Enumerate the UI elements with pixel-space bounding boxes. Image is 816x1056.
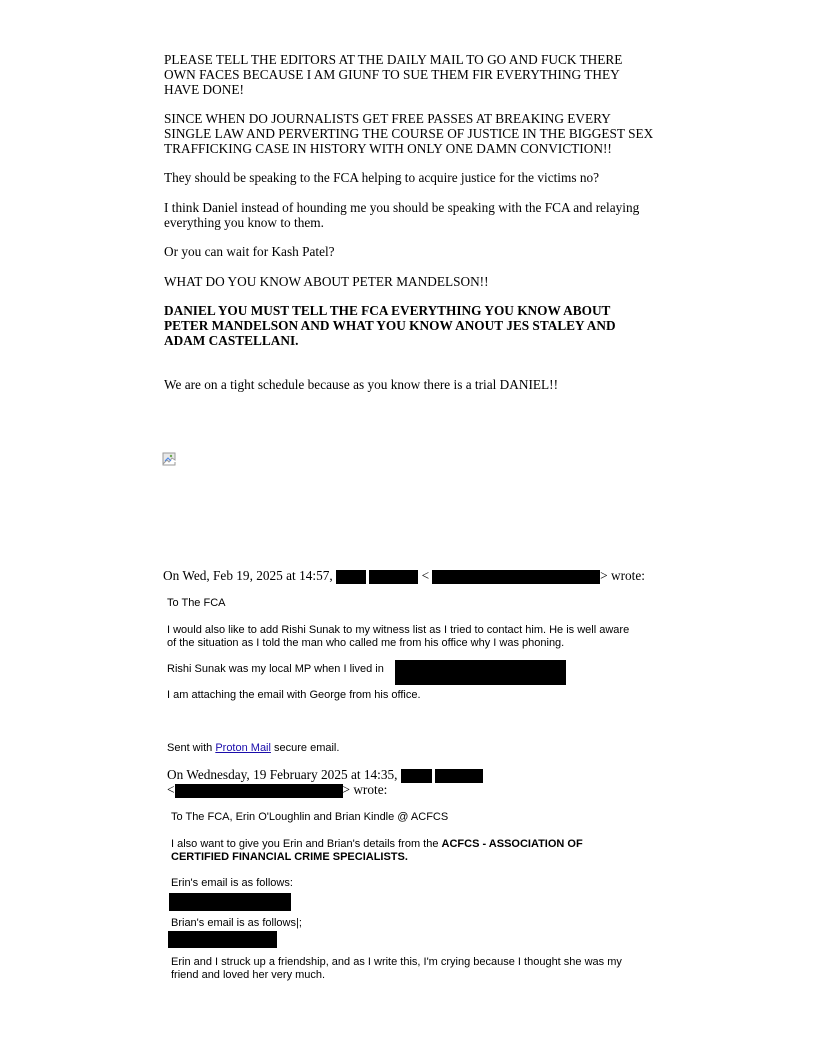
redacted-first-name: [336, 570, 366, 584]
quote2-paragraph-1-text: I also want to give you Erin and Brian's details from the: [171, 838, 439, 850]
quote2-header-prefix: On Wednesday, 19 February 2025 at 14:35,: [167, 767, 398, 782]
reply-paragraph-1: PLEASE TELL THE EDITORS AT THE DAILY MAIL TO GO AND FUCK THERE OWN FACES BECAUSE I AM GIUNF TO SUE THEM FIR EVERYTHING THEY HAVE DONE!: [164, 52, 623, 97]
quote2-paragraph-last: Erin and I struck up a friendship, and as I write this, I'm crying because I thought she was my friend and loved her very much.: [171, 956, 622, 981]
reply-bold-paragraph: DANIEL YOU MUST TELL THE FCA EVERYTHING YOU KNOW ABOUT PETER MANDELSON AND WHAT YOU KNOW ANOUT JES STALEY AND ADAM CASTELLANI.: [164, 303, 616, 348]
reply-paragraph-2: SINCE WHEN DO JOURNALISTS GET FREE PASSES AT BREAKING EVERY SINGLE LAW AND PERVERTING THE COURSE OF JUSTICE IN THE BIGGEST SEX TRAFFICKING CASE IN HISTORY WITH ONLY ONE DAMN CONVICTION!!: [164, 111, 654, 156]
quote2-header-lt: <: [167, 782, 175, 797]
quote2-paragraph-1: [171, 838, 641, 864]
quote1-paragraph-3: I am attaching the email with George from his office.: [167, 689, 421, 701]
quote1-header-lt: <: [421, 568, 430, 583]
sent-with-suffix: secure email.: [274, 742, 340, 754]
reply-paragraph-6: WHAT DO YOU KNOW ABOUT PETER MANDELSON!!: [164, 274, 489, 289]
quote1-to: To The FCA: [167, 597, 226, 609]
quote1-header-prefix: On Wed, Feb 19, 2025 at 14:57,: [163, 568, 333, 583]
proton-mail-link[interactable]: Proton Mail: [215, 742, 271, 754]
quote2-header-suffix: > wrote:: [342, 782, 388, 797]
erin-email-label: Erin's email is as follows:: [171, 877, 293, 889]
quote1-paragraph-1: I would also like to add Rishi Sunak to my witness list as I tried to contact him. He is well aware of the situation as I told the man who called me from his office why I was phoning.: [167, 624, 630, 649]
quote2-header-line-1: [167, 767, 667, 783]
acfcs-name: ACFCS - ASSOCIATION OF CERTIFIED FINANCIAL CRIME SPECIALISTS.: [171, 838, 583, 863]
sent-with-prefix: Sent with: [167, 742, 213, 754]
reply-paragraph-3: They should be speaking to the FCA helping to acquire justice for the victims no?: [164, 170, 600, 185]
reply-paragraph-4: I think Daniel instead of hounding me you should be speaking with the FCA and relaying everything you know to them.: [164, 200, 640, 230]
reply-closing: We are on a tight schedule because as you know there is a trial DANIEL!!: [164, 377, 558, 392]
quote1-header: [163, 568, 683, 584]
brian-email-label: Brian's email is as follows|;: [171, 917, 302, 929]
quote1-paragraph-2: Rishi Sunak was my local MP when I lived in: [167, 663, 384, 675]
broken-image-icon: [162, 452, 176, 466]
redacted-last-name: [435, 769, 483, 783]
reply-paragraph-5: Or you can wait for Kash Patel?: [164, 244, 335, 259]
redacted-email: [175, 784, 343, 798]
redacted-first-name: [401, 769, 432, 783]
redacted-location: [395, 660, 566, 685]
redacted-erin-email: [169, 893, 291, 911]
quote2-header-line-2: [167, 782, 667, 798]
quote2-to: To The FCA, Erin O'Loughlin and Brian Kindle @ ACFCS: [171, 811, 449, 823]
quote1-header-suffix: > wrote:: [600, 568, 645, 583]
redacted-email: [432, 570, 600, 584]
redacted-brian-email: [168, 931, 277, 948]
quote1-signature: [167, 742, 637, 755]
redacted-last-name: [369, 570, 418, 584]
